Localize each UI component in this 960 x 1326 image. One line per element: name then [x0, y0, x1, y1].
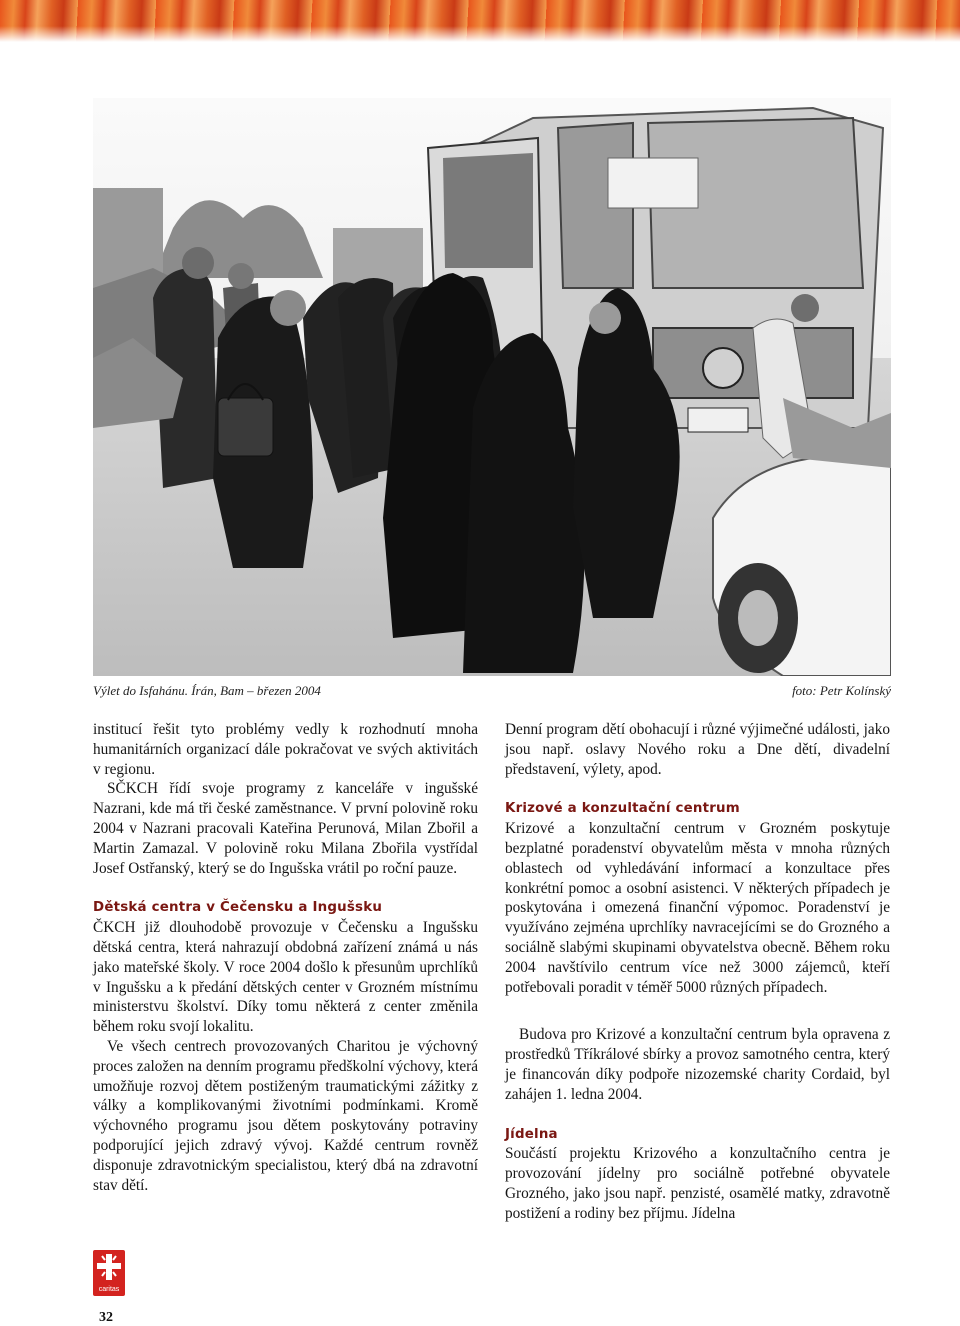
right-paragraph-3: Budova pro Krizové a konzultační centrum byla opravena z prostředků Tříkrálové sbírky a provoz samotného centra, který je financován díky podpoře nizozemské charity Cordaid, byl zahájen 1. ledna 2004.	[505, 1026, 890, 1103]
photo-illustration	[93, 98, 891, 676]
caritas-logo	[93, 1250, 125, 1296]
left-paragraph-2: SČKCH řídí svoje programy z kanceláře v ingušské Nazrani, kde má tři české zaměstnance. V první polovině roku 2004 v Nazrani pracovali Kateřina Perunová, Milan Zbořil a Martin Zamazal. V polovině roku Milana Zbořila vystřídal Josef Ostřanský, který se do Ingušska vrátil po roční pauze.	[93, 780, 478, 877]
photo-credit: foto: Petr Kolínský	[792, 683, 891, 698]
right-paragraph-4: Součástí projektu Krizového a konzultačního centra je provozování jídelny pro sociálně potřebné obyvatele Grozného, jako jsou např. penzisté, osamělé matky, zdravotně postižení a rodiny bez příjmu. Jídelna	[505, 1145, 890, 1222]
spacer	[505, 1105, 890, 1125]
page-number: 32	[99, 1310, 113, 1325]
top-decorative-band	[0, 0, 960, 42]
photo-women-by-bus	[93, 98, 891, 676]
left-paragraph-3: ČKCH již dlouhodobě provozuje v Čečensku a Ingušsku dětská centra, která nahrazují obdobná zařízení známá u nás jako mateřské školy. V roce 2004 došlo k přesunům uprchlíků v Ingušsku a k předání dětských center v Grozném místnímu ministerstvu školství. Díky tomu některá z center změnila během roku svojí lokalitu.	[93, 919, 478, 1036]
left-paragraph-4: Ve všech centrech provozovaných Charitou je výchovný proces založen na denním programu předškolní výchovy, která umožňuje rozvoj dětem postiženým traumatickými zážitky z války a komplikovanými životními podmínkami. Kromě výchovného programu jsou dětem poskytovány potraviny podporující jejich zdravý vývoj. Každé centrum rovněž disponuje zdravotnickým specialistou, který dbá na zdravotní stav dětí.	[93, 1037, 478, 1194]
left-paragraph-1: institucí řešit tyto problémy vedly k rozhodnutí mnoha humanitárních organizací dále pokračovat ve svých aktivitách v regionu.	[93, 721, 478, 778]
left-column	[93, 720, 478, 1195]
logo-text: caritas	[98, 1286, 120, 1293]
spacer	[93, 878, 478, 898]
right-column	[505, 720, 890, 1224]
section-heading-children-centers: Dětská centra v Čečensku a Ingušsku	[93, 900, 383, 916]
spacer	[505, 779, 890, 799]
photo-caption: Výlet do Isfahánu. Írán, Bam – březen 2004	[93, 683, 321, 698]
right-paragraph-1: Denní program dětí obohacují i různé výjimečné události, jako jsou např. oslavy Nového roku a Dne dětí, divadelní představení, výlety, apod.	[505, 721, 890, 778]
section-heading-canteen: Jídelna	[505, 1126, 558, 1142]
section-heading-crisis-center: Krizové a konzultační centrum	[505, 801, 740, 817]
right-paragraph-2: Krizové a konzultační centrum v Grozném poskytuje bezplatné poradenství obyvatelům města v mnoha různých oblastech od vyhledávání informací a konzultace přes konkrétní pomoc a osobní asistenci. V některých případech je poskytována i omezená finanční výpomoc. Poradenství je využíváno zejména uprchlíky navracejícími se do Grozného a sociálně slabými skupinami obyvatelstva obecně. Během roku 2004 navštívilo centrum více než 3000 zájemců, kteří potřebovali poradit v téměř 5000 různých případech.	[505, 820, 890, 996]
spacer	[505, 997, 890, 1025]
caritas-cross-icon	[93, 1250, 125, 1286]
